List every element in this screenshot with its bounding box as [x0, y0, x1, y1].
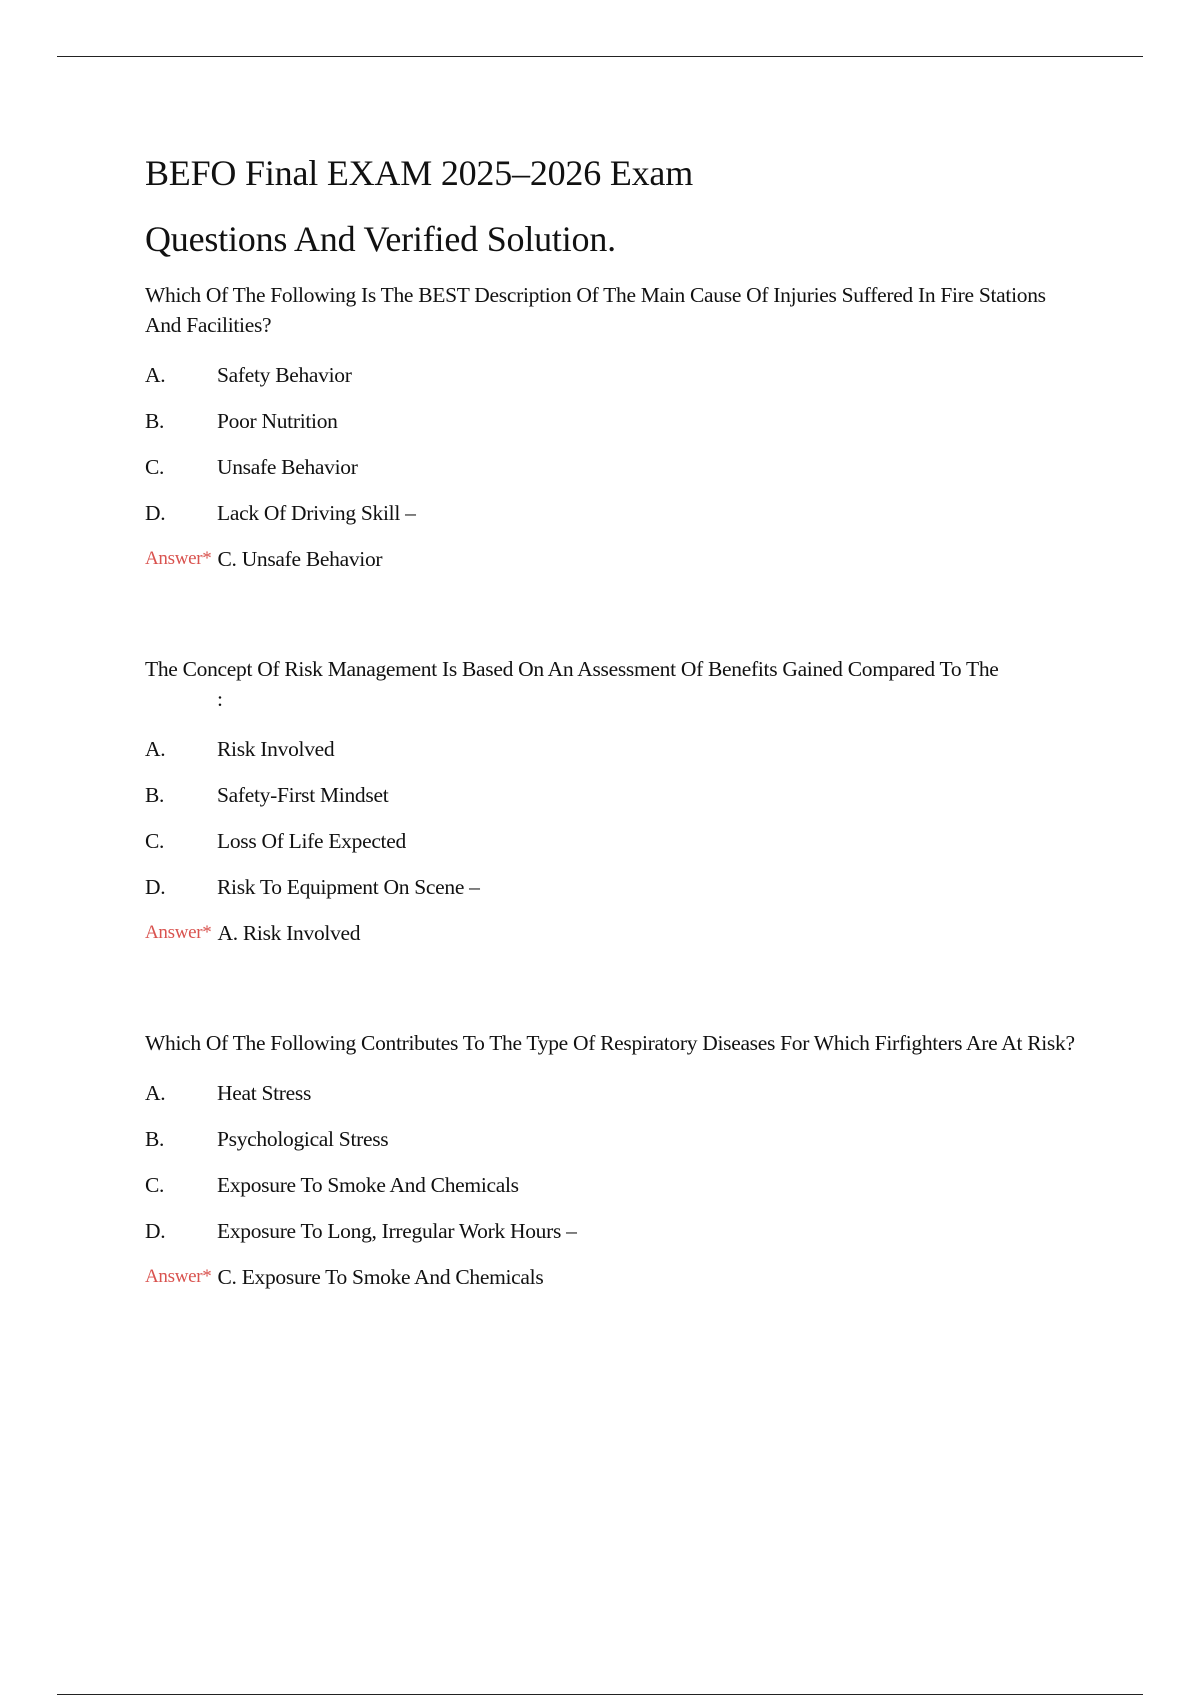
question-text	[145, 280, 1080, 340]
answer-line	[145, 910, 1080, 956]
option-text: Safety Behavior	[217, 362, 352, 387]
option-b	[145, 1116, 1080, 1162]
option-text: Loss Of Life Expected	[217, 828, 406, 853]
answer-line	[145, 1254, 1080, 1300]
header-rule	[57, 56, 1143, 57]
question-prompt: Which Of The Following Contributes To The Type Of Respiratory Diseases For Which Firfighters Are At Risk?	[145, 1031, 1075, 1055]
option-b	[145, 772, 1080, 818]
option-a	[145, 352, 1080, 398]
option-text: Unsafe Behavior	[217, 454, 358, 479]
option-text: Poor Nutrition	[217, 408, 338, 433]
option-letter: D.	[145, 874, 166, 899]
option-a	[145, 1070, 1080, 1116]
question-1	[145, 280, 1080, 582]
question-text	[145, 1028, 1080, 1058]
option-text: Safety-First Mindset	[217, 782, 389, 807]
option-letter: D.	[145, 1218, 166, 1243]
document-title-line-1: BEFO Final EXAM 2025–2026 Exam	[145, 153, 693, 193]
footer-rule	[57, 1694, 1143, 1695]
option-letter: A.	[145, 1080, 166, 1105]
document-title-line-2: Questions And Verified Solution.	[145, 219, 616, 259]
answer-line	[145, 536, 1080, 582]
option-text: Exposure To Smoke And Chemicals	[217, 1172, 519, 1197]
question-prompt: The Concept Of Risk Management Is Based On An Assessment Of Benefits Gained Compared To The	[145, 657, 999, 681]
option-letter: B.	[145, 408, 165, 433]
option-letter: C.	[145, 454, 165, 479]
option-d	[145, 490, 1080, 536]
option-text: Risk Involved	[217, 736, 335, 761]
answer-text: C. Exposure To Smoke And Chemicals	[217, 1264, 544, 1289]
answer-label: Answer*	[145, 548, 212, 569]
option-b	[145, 398, 1080, 444]
option-letter: A.	[145, 362, 166, 387]
option-c	[145, 444, 1080, 490]
answer-label: Answer*	[145, 922, 212, 943]
answer-label: Answer*	[145, 1266, 212, 1287]
option-text: Exposure To Long, Irregular Work Hours –	[217, 1218, 577, 1243]
question-continuation: :	[217, 687, 223, 711]
option-letter: A.	[145, 736, 166, 761]
option-letter: B.	[145, 782, 165, 807]
option-a	[145, 726, 1080, 772]
option-text: Lack Of Driving Skill –	[217, 500, 416, 525]
option-letter: D.	[145, 500, 166, 525]
option-text: Risk To Equipment On Scene –	[217, 874, 480, 899]
option-d	[145, 1208, 1080, 1254]
option-c	[145, 1162, 1080, 1208]
question-text	[145, 654, 1080, 714]
question-2	[145, 654, 1080, 956]
question-3	[145, 1028, 1080, 1300]
document-body	[145, 140, 1080, 1372]
option-text: Heat Stress	[217, 1080, 312, 1105]
option-c	[145, 818, 1080, 864]
answer-text: A. Risk Involved	[217, 920, 361, 945]
option-letter: B.	[145, 1126, 165, 1151]
question-prompt: Which Of The Following Is The BEST Description Of The Main Cause Of Injuries Suffered In Fire Stations And Facilities?	[145, 283, 1046, 337]
answer-text: C. Unsafe Behavior	[217, 546, 383, 571]
option-letter: C.	[145, 828, 165, 853]
option-letter: C.	[145, 1172, 165, 1197]
option-text: Psychological Stress	[217, 1126, 389, 1151]
option-d	[145, 864, 1080, 910]
